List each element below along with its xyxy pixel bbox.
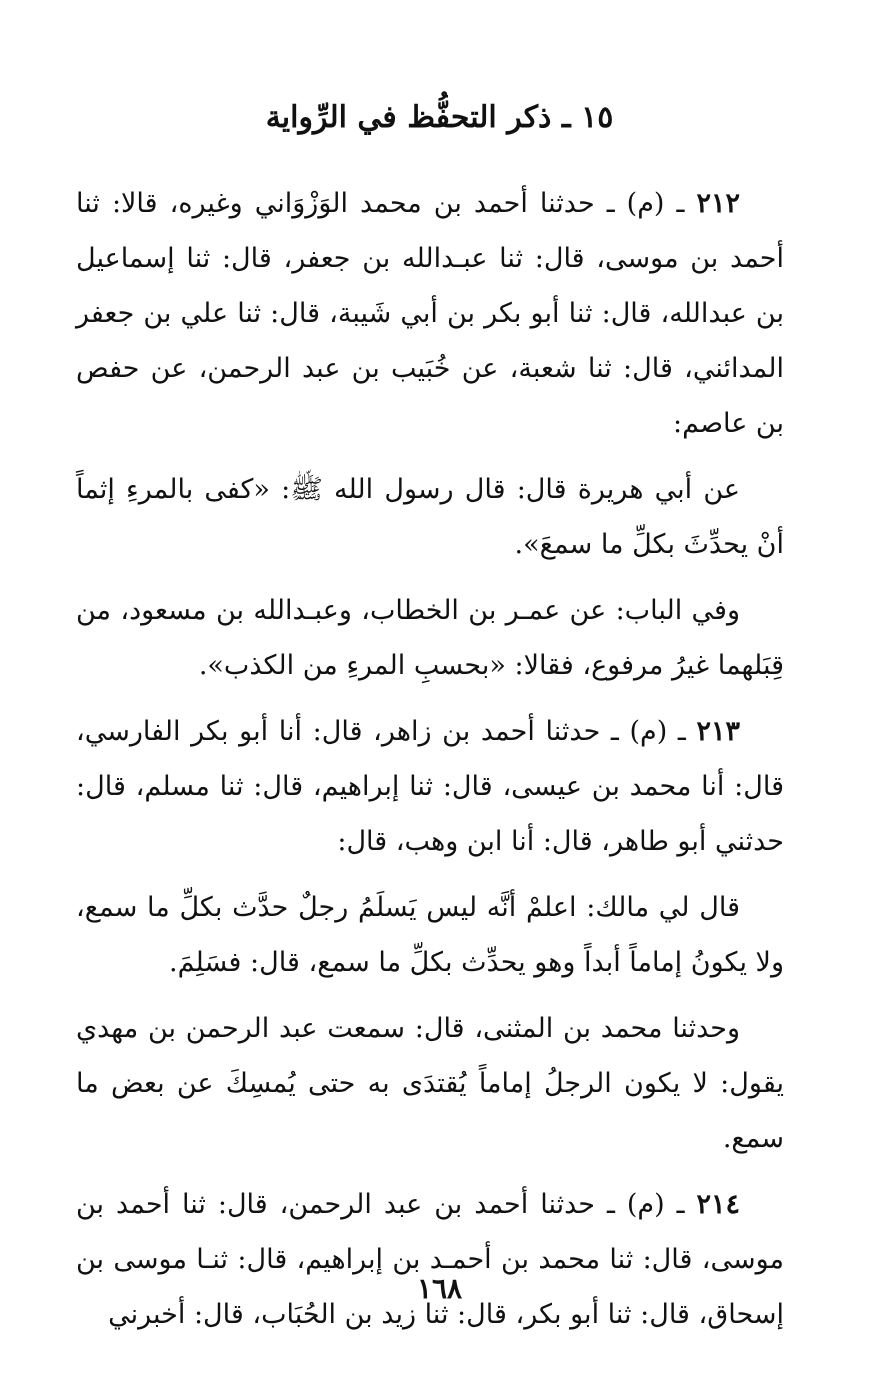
hadith-213-text xyxy=(76,880,784,990)
chapter-note xyxy=(76,583,784,693)
paragraph-text: عن أبي هريرة قال: قال رسول الله ﷺ: «كفى بالمرءِ إثماً أنْ يحدِّثَ بكلِّ ما سمعَ». xyxy=(76,474,784,560)
ibn-mahdi-report xyxy=(76,1001,784,1166)
hadith-214-chain xyxy=(76,1177,784,1342)
paragraph-text: وفي الباب: عن عمـر بن الخطاب، وعبـدالله بن مسعود، من قِبَلهما غيرُ مرفوع، فقالا: «بحسبِ المرءِ من الكذب». xyxy=(76,595,784,681)
paragraph-text: ـ (م) ـ حدثنا أحمد بن عبد الرحمن، قال: ثنا أحمد بن موسى، قال: ثنا محمد بن أحمـد بن إبراهيم، قال: ثنـا موسى بن إسحاق، قال: ثنا أبو بكر، قال: ثنا زيد بن الحُبَاب، قال: أخبرني xyxy=(76,1189,784,1330)
section-title: ١٥ ـ ذكر التحفُّظ في الرِّواية xyxy=(265,100,614,135)
hadith-number: ٢١٣ xyxy=(696,716,740,747)
hadith-212-text xyxy=(76,462,784,572)
paragraph-text: وحدثنا محمد بن المثنى، قال: سمعت عبد الرحمن بن مهدي يقول: لا يكون الرجلُ إماماً يُقتدَى به حتى يُمسِكَ عن بعض ما سمع. xyxy=(76,1013,784,1154)
hadith-212-chain xyxy=(76,176,784,451)
hadith-number: ٢١٤ xyxy=(696,1189,740,1220)
paragraph-text: ـ (م) ـ حدثنا أحمد بن محمد الوَزْوَاني وغيره، قالا: ثنا أحمد بن موسى، قال: ثنا عبـدالله بن جعفر، قال: ثنا إسماعيل بن عبدالله، قال: ثنا أبو بكر بن أبي شَيبة، قال: ثنا علي بن جعفر المدائني، قال: ثنا شعبة، عن خُبَيب بن عبد الرحمن، عن حفص بن عاصم: xyxy=(76,188,784,439)
paragraph-text: قال لي مالك: اعلمْ أنَّه ليس يَسلَمُ رجلٌ حدَّث بكلِّ ما سمع، ولا يكونُ إماماً أبداً وهو يحدِّث بكلِّ ما سمع، قال: فسَلِمَ. xyxy=(76,892,784,978)
hadith-number: ٢١٢ xyxy=(696,188,741,219)
hadith-213-chain xyxy=(76,704,784,869)
body-text xyxy=(76,176,784,1353)
page-number: ١٦٨ xyxy=(416,1272,463,1305)
paragraph-text: ـ (م) ـ حدثنا أحمد بن زاهر، قال: أنا أبو بكر الفارسي، قال: أنا محمد بن عيسى، قال: ثنا إبراهيم، قال: ثنا مسلم، قال: حدثني أبو طاهر، قال: أنا ابن وهب، قال: xyxy=(76,716,784,857)
